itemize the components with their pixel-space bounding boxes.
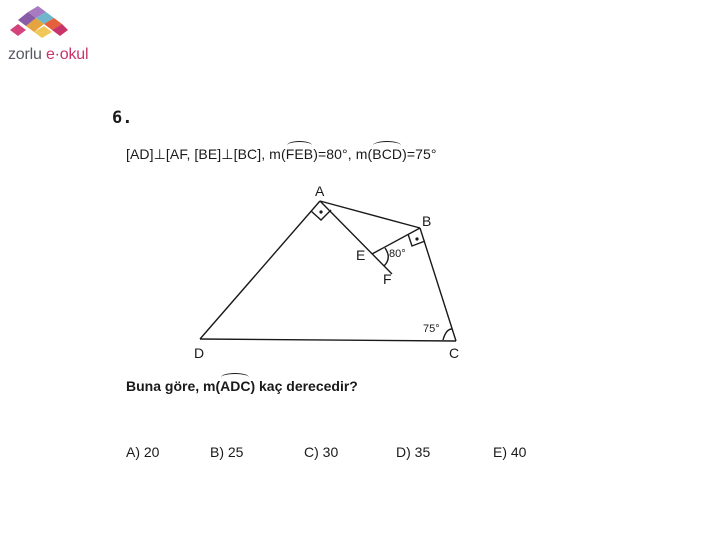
point-label-e: E <box>356 247 366 263</box>
option-c[interactable]: C) 30 <box>304 444 339 460</box>
side-da <box>200 201 320 339</box>
given-text-1: [AD]⊥[AF, [BE]⊥[BC], m( <box>126 146 286 162</box>
point-label-c: C <box>449 345 460 361</box>
given-text-3: )=75° <box>402 146 437 162</box>
point-label-b: B <box>422 213 432 229</box>
angle-arc-e <box>384 248 388 266</box>
given-text-2: )=80°, m( <box>313 146 373 162</box>
question-prompt <box>126 378 358 394</box>
option-e[interactable]: E) 40 <box>493 444 527 460</box>
option-b[interactable]: B) 25 <box>210 444 244 460</box>
zorlu-eokul-logo <box>6 4 96 66</box>
angle-adc-label: ADC <box>220 378 251 394</box>
geometry-figure <box>180 178 480 368</box>
angle-bcd-label: BCD <box>372 146 403 162</box>
prompt-text-1: Buna göre, m( <box>126 378 221 394</box>
prompt-text-2: ) kaç derecedir? <box>250 378 358 394</box>
point-label-a: A <box>315 183 325 199</box>
point-label-f: F <box>383 271 392 287</box>
angle-value-c: 75° <box>423 323 440 335</box>
logo-brand: zorlu <box>8 46 42 63</box>
side-ab <box>320 201 420 228</box>
angle-feb-label: FEB <box>285 146 314 162</box>
right-angle-dot-b <box>415 237 418 240</box>
ray-af <box>320 201 392 274</box>
question-number: 6. <box>112 108 133 128</box>
logo-suffix: e·okul <box>45 46 89 63</box>
given-statement <box>126 146 437 163</box>
option-a[interactable]: A) 20 <box>126 444 160 460</box>
right-angle-dot-a <box>319 210 322 213</box>
option-d[interactable]: D) 35 <box>396 444 431 460</box>
angle-arc-c <box>443 329 452 340</box>
angle-value-e: 80° <box>389 248 406 260</box>
point-label-d: D <box>194 345 205 361</box>
logo-mark-icon <box>6 4 68 44</box>
answer-options <box>0 444 720 464</box>
side-cd <box>200 339 456 341</box>
logo-text <box>8 46 88 64</box>
